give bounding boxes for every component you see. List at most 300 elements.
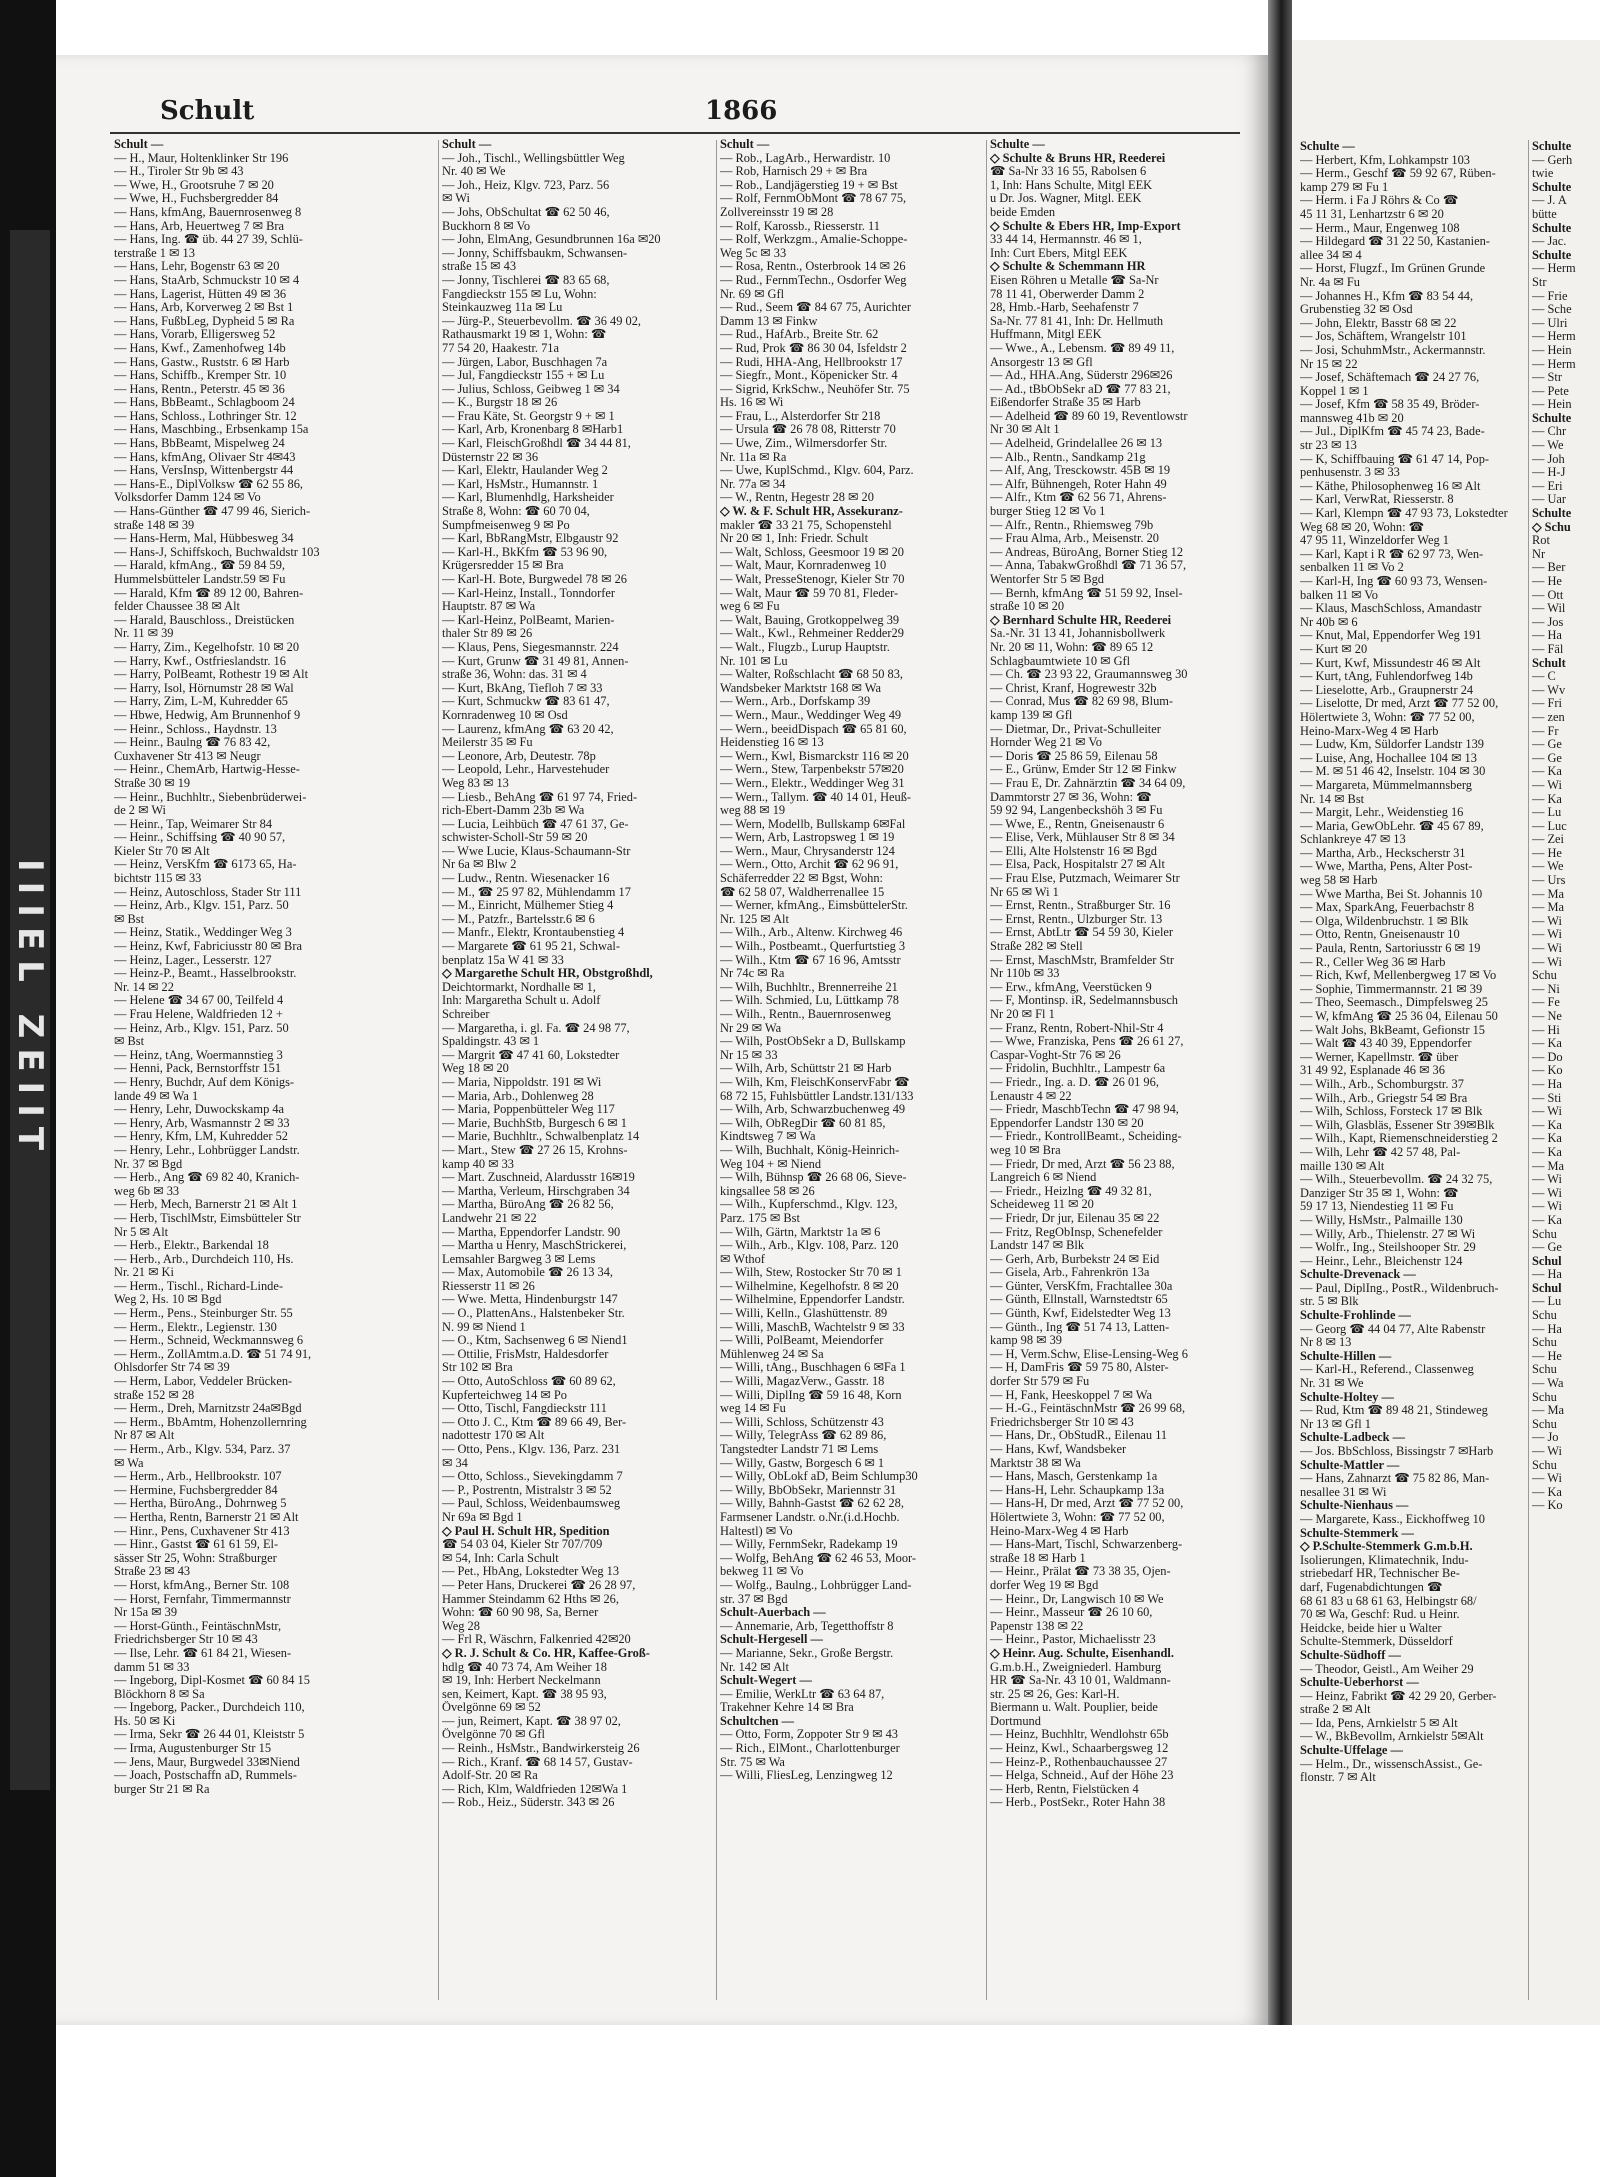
directory-entry-line: Koppel 1 ✉ 1 [1300, 383, 1369, 398]
directory-entry-line: — Wilh., Postbeamt., Querfurtstieg 3 [720, 940, 906, 954]
directory-entry-line: — Heinr., Schiffsing ☎ 40 90 57, [114, 831, 286, 845]
directory-entry-line: — Lieselotte, Arb., Graupnerstr 24 [1300, 682, 1474, 697]
directory-entry-line: — Margit, Lehr., Weidenstieg 16 [1300, 805, 1464, 820]
directory-entry-line: — Rob., Landjägerstieg 19 + ✉ Bst [720, 178, 898, 192]
directory-entry-line: — Wwe, Franziska, Pens ☎ 26 61 27, [990, 1035, 1184, 1049]
directory-entry-line: — Hans, FußbLeg, Dypheid 5 ✉ Ra [114, 314, 295, 328]
directory-entry-line: — Doris ☎ 25 86 59, Eilenau 58 [990, 749, 1158, 763]
directory-entry-line: — Ge [1532, 750, 1562, 765]
directory-entry-line: — Herm, Labor, Veddeler Brücken- [114, 1375, 293, 1389]
directory-entry-line: — Günth, Ellnstall, Warnstedtstr 65 [990, 1293, 1168, 1307]
directory-entry-line: — Wolfr., Ing., Steilshooper Str. 29 [1300, 1240, 1476, 1255]
directory-entry-line: Str 102 ✉ Bra [442, 1361, 513, 1375]
directory-entry-line: — Leonore, Arb, Deutestr. 78p [442, 749, 596, 763]
directory-entry-line: — Friedr, Dr med, Arzt ☎ 56 23 88, [990, 1157, 1175, 1171]
directory-entry-line: Friedrichsberger Str 10 ✉ 43 [990, 1415, 1134, 1429]
directory-entry-line: — Uwe, Zim., Wilmersdorfer Str. [720, 437, 888, 451]
scan-bottom-margin [56, 2025, 1600, 2177]
directory-entry-line: — Willy, Gastw, Borgesch 6 ✉ 1 [720, 1456, 885, 1470]
directory-entry-line: — Heinz, Arb., Klgv. 151, Parz. 50 [114, 899, 289, 913]
directory-entry-line: — Wern., Kwl, Bismarckstr 116 ✉ 20 [720, 749, 909, 763]
directory-entry-line: nadottestr 170 ✉ Alt [442, 1429, 545, 1443]
directory-entry-line: — Luc [1532, 818, 1567, 833]
directory-entry-line: — Luise, Ang, Hochallee 104 ✉ 13 [1300, 750, 1477, 765]
directory-entry-line: dorfer Str 579 ✉ Fu [990, 1375, 1090, 1389]
directory-entry-line: sässer Str 25, Wohn: Straßburger [114, 1551, 277, 1565]
directory-entry-line: — Ernst, Rentn., Straßburger Str. 16 [990, 899, 1171, 913]
directory-entry-line: Nr. 11a ✉ Ra [720, 450, 787, 464]
directory-entry-line: — Wern, Arb, Lastropsweg 1 ✉ 19 [720, 831, 895, 845]
directory-entry-line: — Werner, Kapellmstr. ☎ über [1300, 1049, 1459, 1064]
directory-entry-line: — Herm [1532, 261, 1576, 276]
directory-entry-line: — We [1532, 438, 1564, 453]
directory-entry-line: — Marianne, Sekr., Große Bergstr. [720, 1646, 894, 1660]
directory-entry-line: Str. 75 ✉ Wa [720, 1755, 785, 1769]
directory-entry-line: — Willy, TelegrAss ☎ 62 89 86, [720, 1429, 887, 1443]
directory-entry-line: — Wern., Stew, Tarpenbekstr 57✉20 [720, 763, 904, 777]
directory-entry-line: Lemsahler Bargweg 3 ✉ Lems [442, 1252, 596, 1266]
directory-entry-line: — Wilh., Kapt, Riemenschneiderstieg 2 [1300, 1131, 1498, 1146]
directory-entry-line: — Willi, Kelln., Glashüttenstr. 89 [720, 1307, 888, 1321]
directory-entry-line: 68 61 83 u 68 61 63, Helbingstr 68/ [1300, 1593, 1477, 1608]
directory-entry-line: ◇ Schulte & Bruns HR, Reederei [990, 151, 1166, 165]
directory-entry-line: dorfer Weg 19 ✉ Bgd [990, 1578, 1099, 1592]
directory-entry-line: Mühlenweg 24 ✉ Sa [720, 1347, 824, 1361]
directory-entry-line: — Fr [1532, 723, 1559, 738]
directory-entry-line: — Walter, Roßschlacht ☎ 68 50 83, [720, 668, 904, 682]
directory-entry-line: — Rud, Ktm ☎ 89 48 21, Stindeweg [1300, 1403, 1488, 1418]
directory-entry-line: — Horst, Fernfahr, Timmermannstr [114, 1592, 291, 1606]
directory-entry-line: — Willy, Bahnh-Gastst ☎ 62 62 28, [720, 1497, 904, 1511]
directory-entry-line: — Wwe Lucie, Klaus-Schaumann-Str [442, 844, 631, 858]
directory-entry-line: — Hans-Günther ☎ 47 99 46, Sierich- [114, 505, 311, 519]
directory-entry-line: — Ludw, Km, Süldorfer Landstr 139 [1300, 737, 1484, 752]
directory-entry-line: — Willi, DiplIng ☎ 59 16 48, Korn [720, 1388, 902, 1402]
directory-entry-line: — Elise, Verk, Mühlauser Str 8 ✉ 34 [990, 831, 1175, 845]
directory-entry-line: — Paul, DiplIng., PostR., Wildenbruch- [1300, 1280, 1499, 1295]
directory-entry-line: Landstr 147 ✉ Blk [990, 1239, 1085, 1253]
directory-entry-line: — Heinz, Arb., Klgv. 151, Parz. 50 [114, 1021, 289, 1035]
directory-entry-line: — Hbwe, Hedwig, Am Brunnenhof 9 [114, 708, 301, 722]
directory-entry-line: — Adelheid ☎ 89 60 19, Reventlowstr [990, 409, 1188, 423]
directory-entry-line: Sumpfmeisenweg 9 ✉ Po [442, 518, 570, 532]
directory-entry-line: Deichtormarkt, Nordhalle ✉ 1, [442, 980, 596, 994]
directory-entry-line: — Walt, Schloss, Geesmoor 19 ✉ 20 [720, 545, 904, 559]
directory-entry-line: — Conrad, Mus ☎ 82 69 98, Blum- [990, 695, 1174, 709]
directory-entry-line: 1, Inh: Hans Schulte, Mitgl EEK [990, 178, 1153, 192]
directory-entry-line: — Maria, Arb., Dohlenweg 28 [442, 1089, 594, 1103]
directory-entry-line: 47 95 11, Winzeldorfer Weg 1 [1300, 533, 1449, 548]
directory-entry-line: — Hans, Arb, Heuertweg 7 ✉ Bra [114, 219, 285, 233]
directory-entry-line: Spaldingstr. 43 ✉ 1 [442, 1035, 540, 1049]
directory-entry-line: Scheideweg 11 ✉ 20 [990, 1198, 1094, 1212]
directory-entry-line: — Klaus, Pens, Siegesmannstr. 224 [442, 640, 619, 654]
directory-entry-line: — Wa [1532, 1376, 1564, 1391]
directory-entry-line: ◇ W. & F. Schult HR, Assekuranz- [720, 505, 903, 519]
directory-entry-line: — Harry, PolBeamt, Rothestr 19 ✉ Alt [114, 668, 309, 682]
directory-entry-line: Zollvereinsstr 19 ✉ 28 [720, 205, 834, 219]
directory-entry-line: ◇ P.Schulte-Stemmerk G.m.b.H. [1300, 1539, 1473, 1554]
directory-entry-line: — Wern., beeidDispach ☎ 65 81 60, [720, 722, 907, 736]
directory-entry-line: — Maria, Poppenbütteler Weg 117 [442, 1103, 615, 1117]
directory-entry-line: — Helene ☎ 34 67 00, Teilfeld 4 [114, 994, 284, 1008]
directory-entry-line: — Herm., Arb., Hellbrookstr. 107 [114, 1470, 282, 1484]
directory-entry-line: — Maria, GewObLehr. ☎ 45 67 89, [1300, 818, 1484, 833]
directory-entry-line: — Willi, PolBeamt, Meiendorfer [720, 1334, 884, 1348]
directory-entry-line: — Rob, Harnisch 29 + ✉ Bra [720, 165, 868, 179]
directory-entry-line: — Heinr., Baulng ☎ 76 83 42, [114, 736, 271, 750]
directory-entry-line: Schu [1532, 1457, 1557, 1472]
directory-entry-line: str. 25 ✉ 26, Ges: Karl-H. [990, 1687, 1120, 1701]
directory-entry-line: Grubenstieg 32 ✉ Osd [1300, 302, 1413, 317]
directory-entry-line: — Heinr., Pastor, Michaelisstr 23 [990, 1633, 1156, 1647]
directory-entry-line: — Ha [1532, 1267, 1562, 1282]
directory-entry-line: — Ma [1532, 1158, 1565, 1173]
directory-entry-line: — Hertha, BüroAng., Dohrnweg 5 [114, 1497, 287, 1511]
directory-entry-line: maille 130 ✉ Alt [1300, 1158, 1385, 1173]
directory-entry-line: — Hans, kfmAng, Olivaer Str 4✉43 [114, 450, 296, 464]
directory-entry-line: — Otto, Form, Zoppoter Str 9 ✉ 43 [720, 1728, 898, 1742]
directory-entry-line: Wohn: ☎ 60 90 98, Sa, Berner [442, 1606, 599, 1620]
directory-entry-line: Schulte [1532, 410, 1572, 425]
directory-entry-line: — Henry, Kfm, LM, Kuhredder 52 [114, 1130, 289, 1144]
directory-entry-line: 28, Hmb.-Harb, Seehafenstr 7 [990, 301, 1139, 315]
directory-entry-line: — Wern., Elektr., Weddinger Weg 31 [720, 776, 905, 790]
directory-entry-line: — Martha u Henry, MaschStrickerei, [442, 1239, 627, 1253]
directory-entry-line: — Wi [1532, 941, 1562, 956]
directory-entry-line: — Horst, kfmAng., Berner Str. 108 [114, 1578, 290, 1592]
directory-entry-line: Schu [1532, 1226, 1557, 1241]
directory-entry-line: Schulte-Nienhaus — [1300, 1498, 1409, 1513]
directory-entry-line: Schulte [1532, 179, 1572, 194]
directory-entry-line: ◇ Heinr. Aug. Schulte, Eisenhandl. [990, 1646, 1174, 1660]
directory-entry-line: — Herbert, Kfm, Lohkampstr 103 [1300, 152, 1470, 167]
directory-entry-line: — Pet., HbAng, Lokstedter Weg 13 [442, 1565, 620, 1579]
directory-entry-line: — Willi, Schloss, Schützenstr 43 [720, 1415, 884, 1429]
directory-entry-line: — Jos [1532, 614, 1564, 629]
directory-entry-line: — Harald, kfmAng., ☎ 59 84 59, [114, 559, 285, 573]
directory-entry-line: — Siegfr., Mont., Köpenicker Str. 4 [720, 369, 898, 383]
directory-entry-line: — Jürgen, Labor, Buschhagen 7a [442, 355, 608, 369]
directory-entry-line: Schulte-Hillen — [1300, 1348, 1392, 1363]
directory-entry-line: — Hi [1532, 1022, 1560, 1037]
directory-entry-line: Fangdieckstr 155 ✉ Lu, Wohn: [442, 287, 597, 301]
directory-entry-line: — Rudi, HHA-Ang, Hellbrookstr 17 [720, 355, 903, 369]
directory-entry-line: — H.-G., FeintäschnMstr ☎ 26 99 68, [990, 1402, 1186, 1416]
directory-entry-line: — Horst-Günth., FeintäschnMstr, [114, 1619, 282, 1633]
directory-entry-line: ◇ Schu [1532, 519, 1571, 534]
directory-entry-line: — P., Postrentn, Mistralstr 3 ✉ 52 [442, 1483, 612, 1497]
directory-entry-line: — Fe [1532, 995, 1560, 1010]
directory-entry-line: — Frie [1532, 288, 1568, 303]
directory-entry-line: — Walt, Maur ☎ 59 70 81, Fleder- [720, 586, 899, 600]
directory-entry-line: — Ad., tBbObSekr aD ☎ 77 83 21, [990, 382, 1171, 396]
directory-entry-line: — Ko [1532, 1063, 1563, 1078]
directory-entry-line: — Emilie, WerkLtr ☎ 63 64 87, [720, 1687, 885, 1701]
directory-entry-line: — Hinr., Pens, Cuxhavener Str 413 [114, 1524, 290, 1538]
directory-entry-line: — Herb., Ang ☎ 69 82 40, Kranich- [114, 1171, 300, 1185]
directory-entry-line: G.m.b.H., Zweigniederl. Hamburg [990, 1660, 1162, 1674]
directory-entry-line: — Hans, Rentn., Peterstr. 45 ✉ 36 [114, 382, 285, 396]
directory-column-2 [442, 138, 714, 2008]
directory-entry-line: Sa-Nr. 77 81 41, Inh: Dr. Hellmuth [990, 314, 1164, 328]
directory-entry-line: — Karl, Arb, Kronenbarg 8 ✉Harb1 [442, 423, 624, 437]
directory-entry-line: — Manfr., Elektr, Krontaubenstieg 4 [442, 926, 625, 940]
directory-entry-line: — Georg ☎ 44 04 77, Alte Rabenstr [1300, 1321, 1486, 1336]
directory-entry-line: — Jo [1532, 1430, 1559, 1445]
directory-entry-line: — Herb, Rentn, Fielstücken 4 [990, 1782, 1139, 1796]
directory-entry-line: — Karl-Heinz, PolBeamt, Marien- [442, 613, 615, 627]
directory-entry-line: Schult-Hergesell — [720, 1633, 823, 1647]
directory-entry-line: str 23 ✉ 13 [1300, 438, 1357, 453]
directory-entry-line: — Hans-H, Lehr. Schaupkamp 13a [990, 1483, 1165, 1497]
directory-entry-line: straße 15 ✉ 43 [442, 260, 517, 274]
directory-entry-line: — Wwe. Metta, Hindenburgstr 147 [442, 1293, 618, 1307]
directory-entry-line: ◇ Paul H. Schult HR, Spedition [442, 1524, 610, 1538]
directory-entry-line: — Ernst, MaschMstr, Bramfelder Str [990, 953, 1174, 967]
directory-entry-line: str. 5 ✉ Blk [1300, 1294, 1359, 1309]
directory-entry-line: Friedrichsberger Str 10 ✉ 43 [114, 1633, 258, 1647]
directory-entry-line: — Gisela, Arb., Fahrenkrön 13a [990, 1266, 1150, 1280]
directory-entry-line: Düsternstr 22 ✉ 36 [442, 450, 539, 464]
directory-entry-line: — Harald, Bauschloss., Dreistücken [114, 613, 295, 627]
directory-entry-line: — Wern., Otto, Archit ☎ 62 96 91, [720, 858, 899, 872]
directory-entry-line: — Paul, Schloss, Weidenbaumsweg [442, 1497, 621, 1511]
directory-entry-line: Schult — [114, 138, 164, 151]
directory-entry-line: — Ko [1532, 1498, 1563, 1513]
directory-entry-line: — Harry, Isol, Hörnumstr 28 ✉ Wal [114, 681, 294, 695]
directory-entry-line: Schult-Auerbach — [720, 1606, 826, 1620]
directory-entry-line: weg 88 ✉ 19 [720, 804, 786, 818]
directory-entry-line: thaler Str 89 ✉ 26 [442, 627, 533, 641]
directory-entry-line: 59 92 94, Langenbeckshöh 3 ✉ Fu [990, 804, 1163, 818]
directory-entry-line: — He [1532, 1348, 1562, 1363]
directory-entry-line: Sa.-Nr. 31 13 41, Johannisbollwerk [990, 627, 1166, 641]
directory-entry-line: Schu [1532, 1362, 1557, 1377]
directory-entry-line: — Rud., HafArb., Breite Str. 62 [720, 328, 879, 342]
directory-entry-line: — Wilh., Arb., Altenw. Kirchweg 46 [720, 926, 903, 940]
directory-entry-line: — Hans-H, Dr med, Arzt ☎ 77 52 00, [990, 1497, 1184, 1511]
column-divider [438, 140, 439, 2000]
directory-entry-line: — Ha [1532, 1076, 1562, 1091]
directory-entry-line: felder Chaussee 38 ✉ Alt [114, 600, 240, 614]
directory-entry-line: 68 72 15, Fuhlsbüttler Landstr.131/133 [720, 1089, 914, 1103]
directory-entry-line: Schulte-Stemmerk — [1300, 1525, 1414, 1540]
directory-entry-line: — Marie, Buchhltr., Schwalbenplatz 14 [442, 1130, 640, 1144]
directory-entry-line: Krügersredder 15 ✉ Bra [442, 559, 564, 573]
directory-entry-line: — Karl, BbRangMstr, Elbgaustr 92 [442, 532, 619, 546]
directory-column-3 [720, 138, 984, 2008]
page-number: 1866 [705, 96, 778, 126]
directory-entry-line: — Margarete ☎ 61 95 21, Schwal- [442, 940, 620, 954]
directory-entry-line: Schulte — [990, 138, 1045, 151]
directory-entry-line: — Leopold, Lehr., Harvestehuder [442, 763, 610, 777]
directory-entry-line: — Ka [1532, 791, 1562, 806]
directory-entry-line: penhusenstr. 3 ✉ 33 [1300, 465, 1400, 480]
directory-entry-line: — Herm., Tischl., Richard-Linde- [114, 1279, 283, 1293]
directory-entry-line: — Otto, Rentn, Gneisenaustr 10 [1300, 927, 1460, 942]
directory-entry-line: — Herm., ZollAmtm.a.D. ☎ 51 74 91, [114, 1347, 312, 1361]
directory-entry-line: — Herb, TischlMstr, Eimsbütteler Str [114, 1211, 301, 1225]
directory-entry-line: lande 49 ✉ Wa 1 [114, 1089, 199, 1103]
directory-entry-line: — Ni [1532, 981, 1560, 996]
directory-entry-line: — Karl, Klempn ☎ 47 93 73, Lokstedter [1300, 506, 1508, 521]
directory-entry-line: — Karl, Kapt i R ☎ 62 97 73, Wen- [1300, 546, 1484, 561]
directory-entry-line: — Kurt, BkAng, Tiefloh 7 ✉ 33 [442, 681, 603, 695]
directory-entry-line: Kupferteichweg 14 ✉ Po [442, 1388, 567, 1402]
directory-entry-line: — Ludw., Rentn. Wiesenacker 16 [442, 872, 610, 886]
directory-entry-line: — Wilh, Km, FleischKonservFabr ☎ [720, 1075, 910, 1089]
directory-entry-line: — Joh [1532, 451, 1565, 466]
directory-entry-line: — Hertha, Rentn, Barnerstr 21 ✉ Alt [114, 1510, 299, 1524]
directory-entry-line: — Heinz, Statik., Weddinger Weg 3 [114, 926, 292, 940]
directory-entry-line: — Lu [1532, 805, 1562, 820]
directory-entry-line: — Herb., Arb., Durchdeich 110, Hs. [114, 1252, 294, 1266]
directory-entry-line: — Günth, Kwf, Eidelstedter Weg 13 [990, 1307, 1171, 1321]
directory-entry-line: Inh: Curt Ebers, Mitgl EEK [990, 246, 1128, 260]
directory-entry-line: — Wilh, Gärtn, Marktstr 1a ✉ 6 [720, 1225, 881, 1239]
directory-entry-line: — Gerh, Arb, Burbekstr 24 ✉ Eid [990, 1252, 1160, 1266]
directory-entry-line: weg 6b ✉ 33 [114, 1184, 180, 1198]
directory-entry-line: Nr 15 ✉ 22 [1300, 356, 1358, 371]
directory-entry-line: — Ma [1532, 1403, 1565, 1418]
directory-entry-line: — Knut, Mal, Eppendorfer Weg 191 [1300, 628, 1482, 643]
directory-entry-line: — Paula, Rentn, Sartoriusstr 6 ✉ 19 [1300, 941, 1481, 956]
directory-entry-line: — Rolf, FernmObMont ☎ 78 67 75, [720, 192, 907, 206]
directory-entry-line: — Ge [1532, 737, 1562, 752]
directory-entry-line: — Frau Else, Putzmach, Weimarer Str [990, 872, 1180, 886]
directory-entry-line: 78 11 41, Oberwerder Damm 2 [990, 287, 1145, 301]
directory-entry-line: benplatz 15a W 41 ✉ 33 [442, 953, 564, 967]
directory-entry-line: — Hans, Maschbing., Erbsenkamp 15a [114, 423, 309, 437]
directory-entry-line: ☎ 62 58 07, Waldherrenallee 15 [720, 885, 885, 899]
directory-entry-line: — Herm [1532, 329, 1576, 344]
directory-entry-line: weg 58 ✉ Harb [1300, 873, 1378, 888]
directory-entry-line: — Heinz, Buchhltr, Wendlohstr 65b [990, 1728, 1169, 1742]
directory-entry-line: — Willi, tAng., Buschhagen 6 ✉Fa 1 [720, 1361, 906, 1375]
directory-entry-line: Kindtsweg 7 ✉ Wa [720, 1130, 816, 1144]
directory-entry-line: — H-J [1532, 465, 1566, 480]
directory-entry-line: — Bernh, kfmAng ☎ 51 59 92, Insel- [990, 586, 1183, 600]
directory-entry-line: — Andreas, BüroAng, Borner Stieg 12 [990, 545, 1184, 559]
directory-entry-line: Nr 110b ✉ 33 [990, 967, 1060, 981]
directory-entry-line: Schu [1532, 1416, 1557, 1431]
directory-entry-line: — Ha [1532, 628, 1562, 643]
directory-entry-line: Nr 13 ✉ Gfl 1 [1300, 1416, 1371, 1431]
directory-entry-line: — Wi [1532, 927, 1562, 942]
directory-entry-line: Nr. 11 ✉ 39 [114, 627, 174, 641]
directory-entry-line: — Hans, Lagerist, Hütten 49 ✉ 36 [114, 287, 287, 301]
directory-entry-line: weg 14 ✉ Fu [720, 1402, 786, 1416]
directory-entry-line: Schlankreye 47 ✉ 13 [1300, 832, 1406, 847]
directory-entry-line: — Jos. BbSchloss, Bissingstr 7 ✉Harb [1300, 1444, 1494, 1458]
directory-entry-line: straße 2 ✉ Alt [1300, 1702, 1371, 1717]
directory-entry-line: — Franz, Rentn, Robert-Nhil-Str 4 [990, 1021, 1164, 1035]
directory-entry-line: — H., Maur, Holtenklinker Str 196 [114, 151, 289, 165]
directory-entry-line: Schulte-Ueberhorst — [1300, 1675, 1419, 1690]
directory-entry-line: — Wern., Arb., Dorfskamp 39 [720, 695, 871, 709]
directory-entry-line: Kieler Str 70 ✉ Alt [114, 844, 210, 858]
directory-entry-line: — Kurt, tAng, Fuhlendorfweg 14b [1300, 669, 1473, 684]
directory-entry-line: ✉ 34 [442, 1456, 468, 1470]
directory-entry-line: — Henry, Lehr, Duwockskamp 4a [114, 1103, 285, 1117]
directory-entry-line: — Heinr., Schloss., Haydnstr. 13 [114, 722, 277, 736]
directory-entry-line: — Wilh., Steuerbevollm. ☎ 24 32 75, [1300, 1172, 1493, 1187]
directory-entry-line: Kornradenweg 10 ✉ Osd [442, 708, 568, 722]
directory-entry-line: — K, Schiffbauing ☎ 61 47 14, Pop- [1300, 451, 1490, 466]
directory-entry-line: Schäferredder 22 ✉ Bgst, Wohn: [720, 872, 883, 886]
directory-entry-line: — Jens, Maur, Burgwedel 33✉Niend [114, 1755, 300, 1769]
directory-entry-line: Schulte — [1300, 140, 1355, 153]
directory-entry-line: — Henry, Buchdr, Auf dem Königs- [114, 1075, 295, 1089]
directory-entry-line: — Wilh., Arb., Schomburgstr. 37 [1300, 1076, 1464, 1091]
directory-entry-line: — Gerh [1532, 152, 1573, 167]
directory-entry-line: — Willy, FernmSekr, Radekamp 19 [720, 1538, 898, 1552]
directory-entry-line: — Uwe, KuplSchmd., Klgv. 604, Parz. [720, 464, 914, 478]
directory-entry-line: — Heinz-P., Beamt., Hasselbrookstr. [114, 967, 297, 981]
directory-entry-line: Nr 20 ✉ 1, Inh: Friedr. Schult [720, 532, 869, 546]
directory-entry-line: — Marie, BuchhStb, Burgesch 6 ✉ 1 [442, 1116, 627, 1130]
directory-entry-line: — Lucia, Leihbüch ☎ 47 61 37, Ge- [442, 817, 629, 831]
directory-entry-line: rich-Ebert-Damm 23b ✉ Wa [442, 804, 585, 818]
directory-entry-line: Schulte-Drevenack — [1300, 1267, 1416, 1282]
directory-entry-line: balken 11 ✉ Vo [1300, 587, 1378, 602]
directory-entry-line: Schulte [1532, 506, 1572, 521]
directory-entry-line: — Wilhelmine, Eppendorfer Landstr. [720, 1293, 905, 1307]
directory-entry-line: — Otto, AutoSchloss ☎ 60 89 62, [442, 1375, 616, 1389]
directory-entry-line: — Klaus, MaschSchloss, Amandastr [1300, 601, 1482, 616]
directory-entry-line: — Willy, Arb., Thielenstr. 27 ✉ Wi [1300, 1226, 1476, 1241]
directory-entry-line: straße 148 ✉ 39 [114, 518, 195, 532]
directory-entry-line: — Rob., LagArb., Herwardistr. 10 [720, 151, 891, 165]
directory-entry-line: — Jul., DiplKfm ☎ 45 74 23, Bade- [1300, 424, 1485, 439]
directory-entry-line: Schulte-Stemmerk, Düsseldorf [1300, 1634, 1453, 1649]
directory-entry-line: — Wi [1532, 1199, 1562, 1214]
directory-entry-line: — John, Elektr, Basstr 68 ✉ 22 [1300, 315, 1457, 330]
directory-entry-line: — Joach, Postschaffn aD, Rummels- [114, 1769, 297, 1783]
directory-entry-line: Nr. 14 ✉ 22 [114, 980, 174, 994]
directory-entry-line: — Ka [1532, 1212, 1562, 1227]
directory-entry-line: — Hans-Mart, Tischl, Schwarzenberg- [990, 1538, 1183, 1552]
directory-entry-line: — Josef, Kfm ☎ 58 35 49, Bröder- [1300, 397, 1480, 412]
directory-entry-line: — Heinz, Lager., Lesserstr. 127 [114, 953, 272, 967]
column-divider [716, 140, 717, 2000]
directory-entry-line: straße 10 ✉ 20 [990, 600, 1065, 614]
directory-entry-line: — Heinr., Dr, Langwisch 10 ✉ We [990, 1592, 1164, 1606]
directory-entry-line: Weg 18 ✉ 20 [442, 1062, 509, 1076]
directory-entry-line: — Ka [1532, 1117, 1562, 1132]
directory-entry-line: — Heinr., ChemArb, Hartwig-Hesse- [114, 763, 300, 777]
directory-entry-line: — Günter, VersKfm, Frachtallee 30a [990, 1279, 1173, 1293]
directory-entry-line: — Hein [1532, 342, 1572, 357]
directory-entry-line: u Dr. Jos. Wagner, Mitgl. EEK [990, 192, 1142, 206]
directory-entry-line: Schlagbaumtwiete 10 ✉ Gfl [990, 654, 1131, 668]
directory-entry-line: — K., Burgstr 18 ✉ 26 [442, 396, 558, 410]
directory-entry-line: — Alfr., Ktm ☎ 62 56 71, Ahrens- [990, 491, 1167, 505]
directory-entry-line: — Jonny, Tischlerei ☎ 83 65 68, [442, 273, 610, 287]
directory-entry-line: kamp 98 ✉ 39 [990, 1334, 1062, 1348]
directory-entry-line: Steinkauzweg 11a ✉ Lu [442, 301, 563, 315]
directory-entry-line: — Julius, Schloss, Geibweg 1 ✉ 34 [442, 382, 620, 396]
directory-entry-line: — Wilh, Arb, Schüttstr 21 ✉ Harb [720, 1062, 892, 1076]
directory-entry-line: Schul [1532, 1280, 1562, 1295]
directory-entry-line: Tangstedter Landstr 71 ✉ Lems [720, 1443, 879, 1456]
directory-entry-line: — Hans, Kwf., Zamenhofweg 14b [114, 341, 286, 355]
directory-entry-line: — Hans, kfmAng, Bauernrosenweg 8 [114, 205, 302, 219]
directory-entry-line: Schulte [1532, 140, 1572, 153]
directory-entry-line: ◇ Margarethe Schult HR, Obstgroßhdl, [442, 967, 653, 981]
directory-entry-line: Heino-Marx-Weg 4 ✉ Harb [990, 1524, 1129, 1538]
